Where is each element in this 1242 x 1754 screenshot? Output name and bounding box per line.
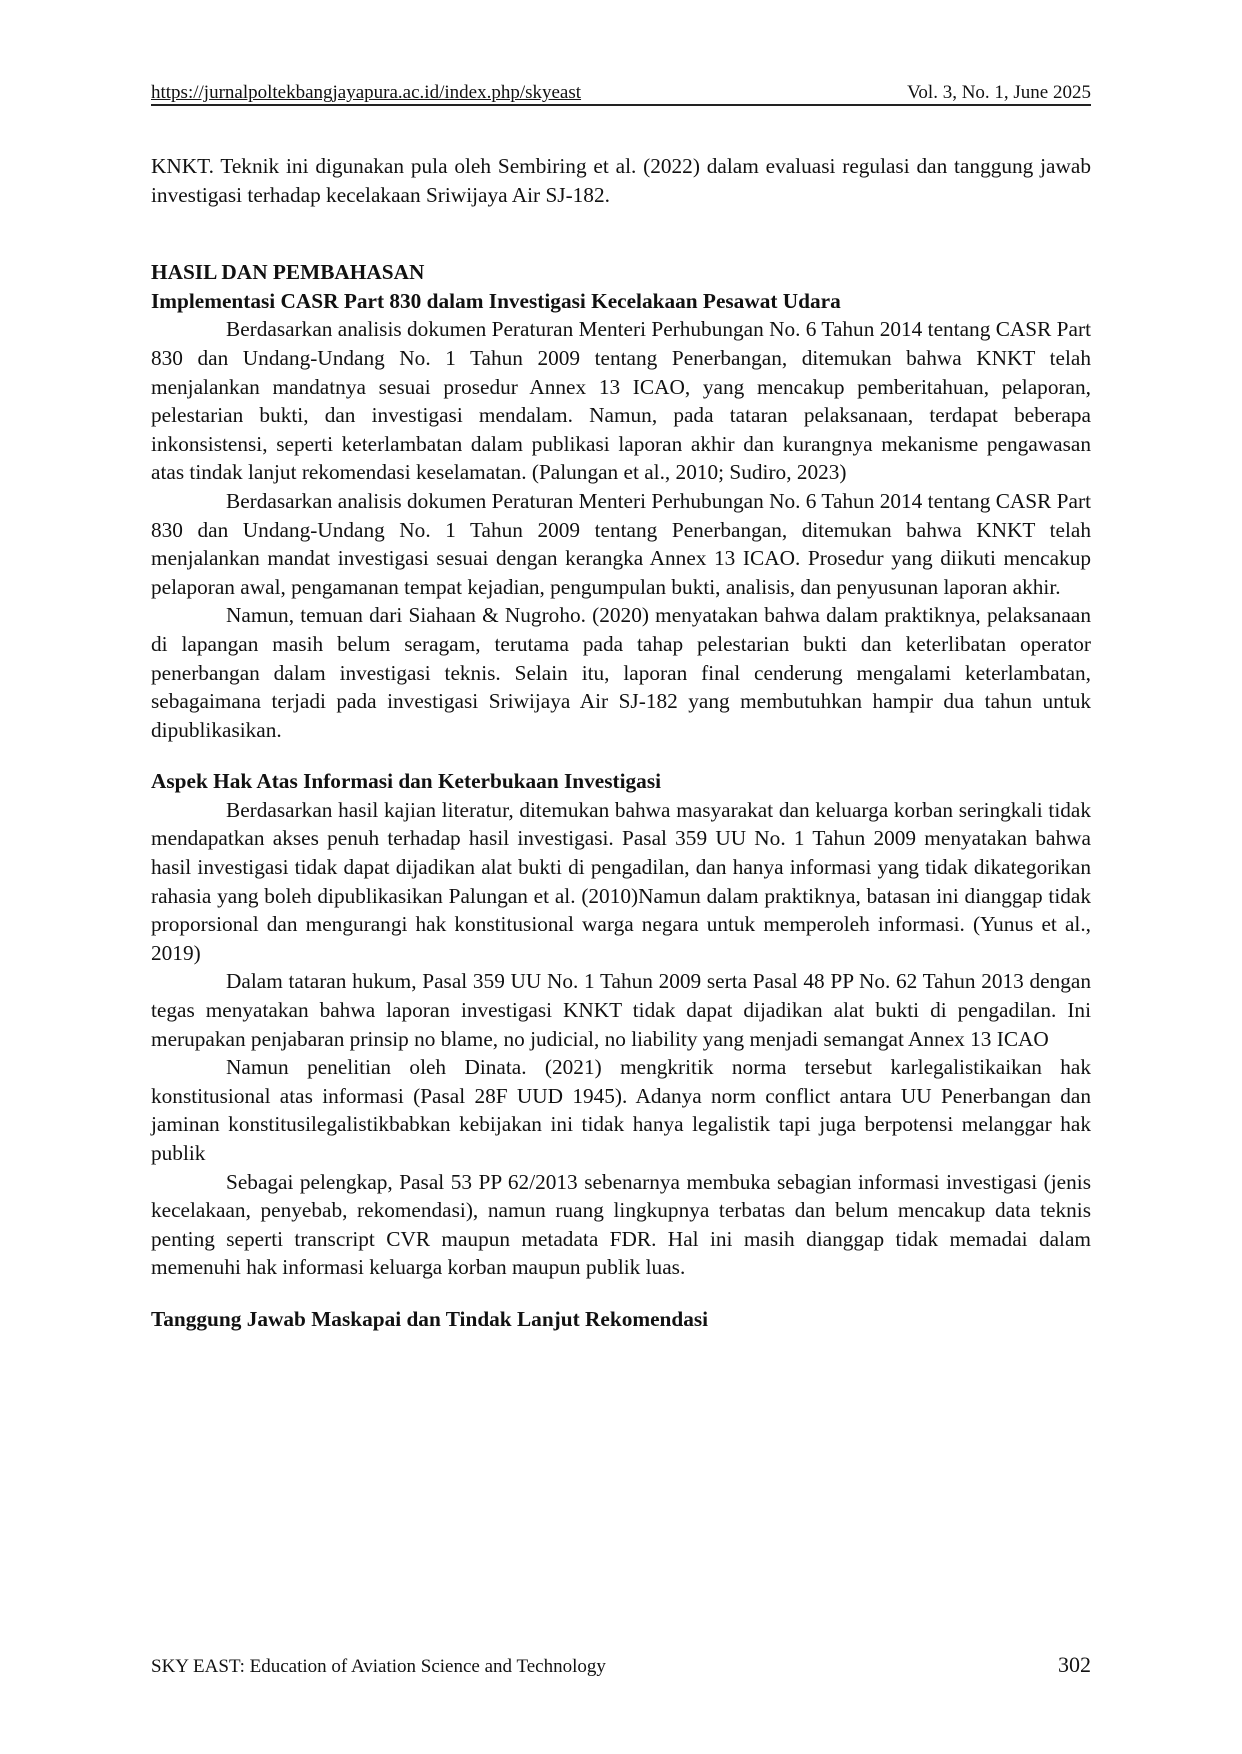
paragraph: Namun, temuan dari Siahaan & Nugroho. (2020) menyatakan bahwa dalam praktiknya, pelaksanaan di lapangan masih belum seragam, terutama pada tahap pelestarian bukti dan keterlibatan operator penerbangan dalam investigasi teknis. Selain itu, laporan final cenderung mengalami keterlambatan, sebagaimana terjadi pada investigasi Sriwijaya Air SJ-182 yang membutuhkan hampir dua tahun untuk dipublikasikan. [151, 603, 1091, 742]
spacer [151, 209, 1091, 258]
section-heading: HASIL DAN PEMBAHASAN [151, 260, 425, 285]
subsection-heading: Aspek Hak Atas Informasi dan Keterbukaan Investigasi [151, 769, 662, 794]
paragraph: KNKT. Teknik ini digunakan pula oleh Sembiring et al. (2022) dalam evaluasi regulasi dan tanggung jawab investigasi terhadap kecelakaan Sriwijaya Air SJ-182. [151, 154, 1091, 207]
subsection-heading: Tanggung Jawab Maskapai dan Tindak Lanjut Rekomendasi [151, 1306, 709, 1331]
journal-name: SKY EAST: Education of Aviation Science and Technology [151, 1656, 606, 1677]
paragraph: Namun penelitian oleh Dinata. (2021) mengkritik norma tersebut karlegalistikaikan hak konstitusional atas informasi (Pasal 28F UUD 1945). Adanya norm conflict antara UU Penerbangan dan jaminan konstitusilegalistikbabkan kebijakan ini tidak hanya legalistik tapi juga berpotensi melanggar hak publik [151, 1055, 1091, 1165]
journal-url-link[interactable]: https://jurnalpoltekbangjayapura.ac.id/index.php/skyeast [151, 82, 582, 103]
paragraph: Berdasarkan analisis dokumen Peraturan Menteri Perhubungan No. 6 Tahun 2014 tentang CASR Part 830 dan Undang-Undang No. 1 Tahun 2009 tentang Penerbangan, ditemukan bahwa KNKT telah menjalankan mandat investigasi sesuai dengan kerangka Annex 13 ICAO. Prosedur yang diikuti mencakup pelaporan awal, pengamanan tempat kejadian, pengumpulan bukti, analisis, dan penyusunan laporan akhir. [151, 488, 1091, 599]
article-body [151, 152, 1091, 1334]
volume-info: Vol. 3, No. 1, June 2025 [907, 82, 1091, 103]
running-footer [151, 1652, 1091, 1678]
spacer [151, 744, 1091, 767]
paragraph: Sebagai pelengkap, Pasal 53 PP 62/2013 sebenarnya membuka sebagian informasi investigasi (jenis kecelakaan, penyebab, rekomendasi), namun ruang lingkupnya terbatas dan belum mencakup data teknis penting seperti transcript CVR maupun metadata FDR. Hal ini masih dianggap tidak memadai dalam memenuhi hak informasi keluarga korban maupun publik luas. [151, 1169, 1091, 1280]
subsection-heading: Implementasi CASR Part 830 dalam Investigasi Kecelakaan Pesawat Udara [151, 288, 841, 313]
paragraph: Berdasarkan analisis dokumen Peraturan Menteri Perhubungan No. 6 Tahun 2014 tentang CASR Part 830 dan Undang-Undang No. 1 Tahun 2009 tentang Penerbangan, ditemukan bahwa KNKT telah menjalankan mandatnya sesuai prosedur Annex 13 ICAO, yang mencakup pemberitahuan, pelaporan, pelestarian bukti, dan investigasi mendalam. Namun, pada tataran pelaksanaan, terdapat beberapa inkonsistensi, seperti keterlambatan dalam publikasi laporan akhir dan kurangnya mekanisme pengawasan atas tindak lanjut rekomendasi keselamatan. (Palungan et al., 2010; Sudiro, 2023) [151, 317, 1091, 485]
paragraph: Berdasarkan hasil kajian literatur, ditemukan bahwa masyarakat dan keluarga korban seringkali tidak mendapatkan akses penuh terhadap hasil investigasi. Pasal 359 UU No. 1 Tahun 2009 menyatakan bahwa hasil investigasi tidak dapat dijadikan alat bukti di pengadilan, dan hanya informasi yang tidak dikategorikan rahasia yang boleh dipublikasikan Palungan et al. (2010)Namun dalam praktiknya, batasan ini dianggap tidak proporsional dan mengurangi hak konstitusional warga negara untuk memperoleh informasi. (Yunus et al., 2019) [151, 797, 1091, 965]
running-header [151, 76, 1091, 106]
spacer [151, 1282, 1091, 1305]
paragraph: Dalam tataran hukum, Pasal 359 UU No. 1 Tahun 2009 serta Pasal 48 PP No. 62 Tahun 2013 dengan tegas menyatakan bahwa laporan investigasi KNKT tidak dapat dijadikan alat bukti di pengadilan. Ini merupakan penjabaran prinsip no blame, no judicial, no liability yang menjadi semangat Annex 13 ICAO [151, 969, 1091, 1051]
page-number: 302 [1058, 1652, 1091, 1677]
